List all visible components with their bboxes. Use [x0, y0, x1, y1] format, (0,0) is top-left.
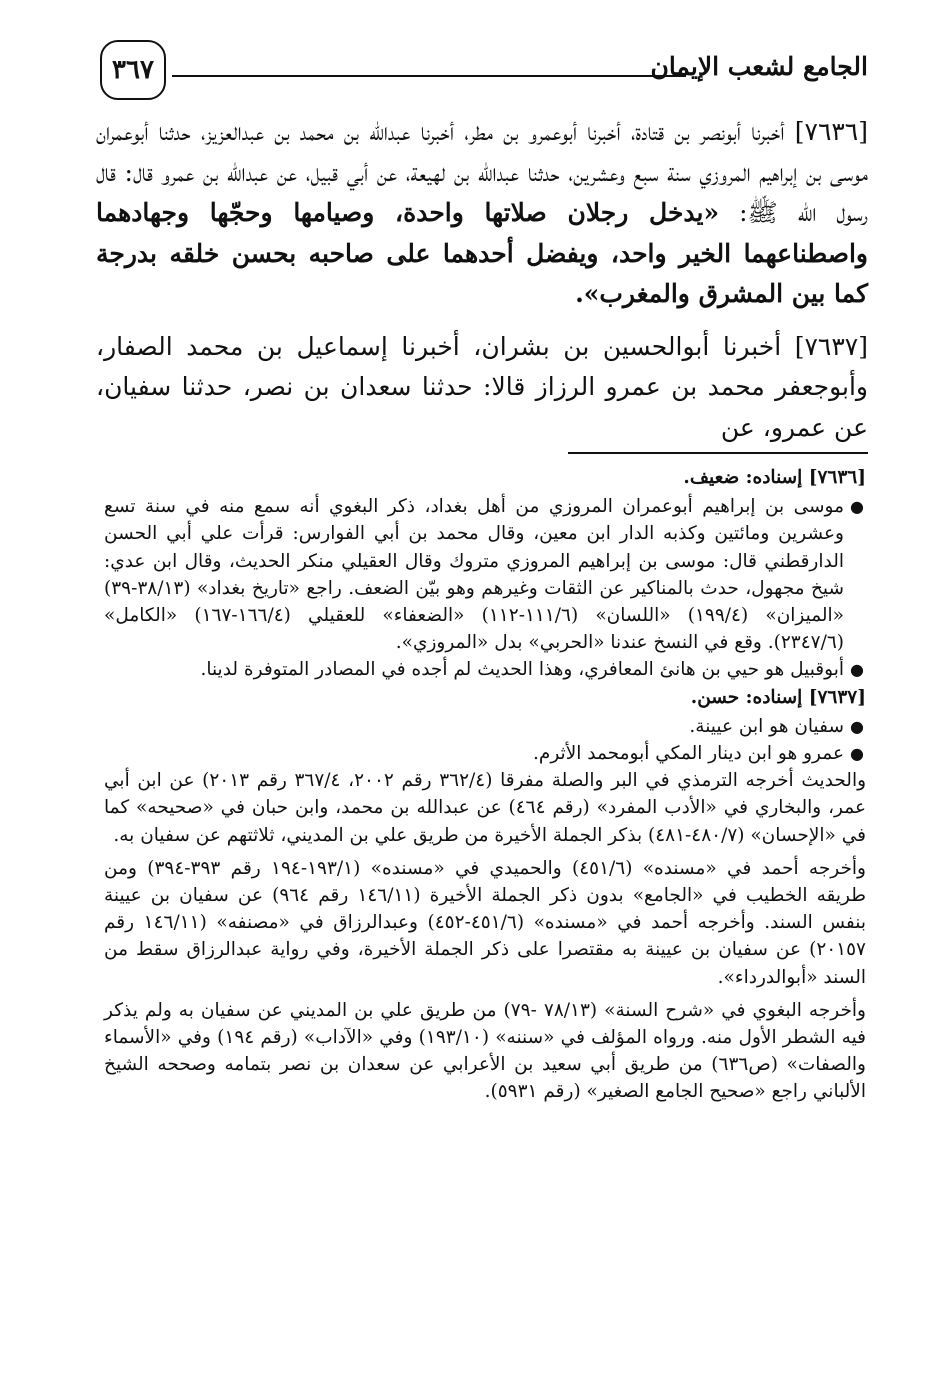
- bullet-icon: ●: [850, 497, 864, 517]
- footnote-text: موسى بن إبراهيم أبوعمران المروزي من أهل بغداد، ذكر البغوي أنه سمع منه في سنة تسع وعشرين ومائتين وكذبه الدار ابن معين، وقال محمد بن أبي الفوارس: قرأت علي أبي الحسن الدارقطني قال: موسى بن إبراهيم المروزي متروك وقال العقيلي منكر الحديث، وقال ابن عدي: شيخ مجهول، حدث بالمناكير عن الثقات وغيرهم وهو بيّن الضعف. راجع «تاريخ بغداد» (٣٨/١٣-٣٩) «الميزان» (١٩٩/٤) «اللسان» (١١١/٦-١١٢) «الضعفاء» للعقيلي (١٦٦/٤-١٦٧) «الكامل» (٢٣٤٧/٦). وقع في النسخ عندنا «الحربي» بدل «المروزي».: [104, 496, 845, 654]
- book-title: الجامع لشعب الإيمان: [650, 52, 868, 81]
- page-header: [100, 38, 868, 102]
- hadith-7637: [96, 327, 868, 449]
- main-text: [96, 112, 868, 448]
- footnote-text: أبوقبيل هو حيي بن هانئ المعافري، وهذا الحديث لم أجده في المصادر المتوفرة لدينا.: [200, 659, 844, 681]
- footnote-paragraph: وأخرجه أحمد في «مسنده» (٤٥١/٦) والحميدي في «مسنده» (١٩٣/١-١٩٤ رقم ٣٩٣-٣٩٤) ومن طريقه الخطيب في «الجامع» بدون ذكر الجملة الأخيرة (١٤٦/١١ رقم ٩٦٤) عن سفيان بن عيينة بنفس السند. وأخرجه أحمد في «مسنده» (٤٥١/٦-٤٥٢) وعبدالرزاق في «مصنفه» (١٤٦/١١ رقم ٢٠١٥٧) عن سفيان بن عيينة به مقتصرا على ذكر الجملة الأخيرة، وفي رواية عبدالرزاق سقط من السند «أبوالدرداء».: [104, 857, 866, 988]
- hadith-text: «يدخل رجلان صلاتها واحدة، وصيامها وحجّها وجهادهما واصطناعهما الخير واحد، ويفضل أحدهما على صاحبه بحسن خلقه بدرجة كما بين المشرق والمغرب».: [96, 198, 868, 308]
- footnote-text: عمرو هو ابن دينار المكي أبومحمد الأثرم.: [533, 743, 844, 765]
- footnote-separator: [568, 452, 868, 454]
- footnote-text: سفيان هو ابن عيينة.: [689, 715, 844, 737]
- footnote-bullet: [104, 493, 866, 656]
- bullet-icon: ●: [850, 716, 864, 736]
- footnote-heading: [٧٦٣٦] إسناده: ضعيف.: [683, 467, 866, 488]
- footnote-paragraph: والحديث أخرجه الترمذي في البر والصلة مفرقا (٣٦٢/٤ رقم ٢٠٠٢، ٣٦٧/٤ رقم ٢٠١٣) عن ابن أبي عمر، والبخاري في «الأدب المفرد» (رقم ٤٦٤) عن عبدالله بن محمد، وابن حبان في «صحيحه» كما في «الإحسان» (٤٨٠/٧-٤٨١) بذكر الجملة الأخيرة من طريق علي بن المديني، ثلاثتهم عن سفيان به.: [104, 770, 867, 846]
- hadith-chain: أخبرنا أبوالحسين بن بشران، أخبرنا إسماعيل بن محمد الصفار، وأبوجعفر محمد بن عمرو الرزاز قالا: حدثنا سعدان بن نصر، حدثنا سفيان، عن عمرو، عن: [96, 331, 868, 442]
- bullet-icon: ●: [850, 744, 864, 764]
- page-number: ٣٦٧: [100, 40, 166, 100]
- footnotes: [104, 464, 866, 1106]
- footnote-bullet: [104, 740, 866, 767]
- hadith-number: [٧٦٣٦]: [794, 117, 868, 146]
- footnote-bullet: [104, 656, 866, 683]
- hadith-7636: [96, 112, 868, 315]
- hadith-chain: أخبرنا أبونصر بن قتادة، أخبرنا أبوعمرو بن مطر، أخبرنا عبدالله بن محمد بن عبدالعزيز، حدثنا أبوعمران موسى بن إبراهيم المروزي سنة سبع وعشرين، حدثنا عبدالله بن لهيعة، عن أبي قبيل، عن عبدالله بن عمرو قال: قال رسول الله ﷺ:: [96, 117, 868, 227]
- header-rule: [172, 75, 686, 77]
- footnote-heading: [٧٦٣٧] إسناده: حسن.: [690, 686, 866, 708]
- footnote-bullet: [104, 713, 866, 740]
- bullet-icon: ●: [850, 660, 864, 680]
- footnote-paragraph: وأخرجه البغوي في «شرح السنة» (٧٨/١٣ -٧٩) من طريق علي بن المديني عن سفيان به ولم يذكر فيه الشطر الأول منه. ورواه المؤلف في «سننه» (١٩٣/١٠) وفي «الآداب» (رقم ١٩٤) وفي «الأسماء والصفات» (ص٦٣٦) من طريق أبي سعيد بن الأعرابي عن سعدان بن نصر بتمامه وصححه الشيخ الألباني راجع «صحيح الجامع الصغير» (رقم ٥٩٣١).: [104, 999, 867, 1103]
- hadith-number: [٧٦٣٧]: [794, 331, 868, 361]
